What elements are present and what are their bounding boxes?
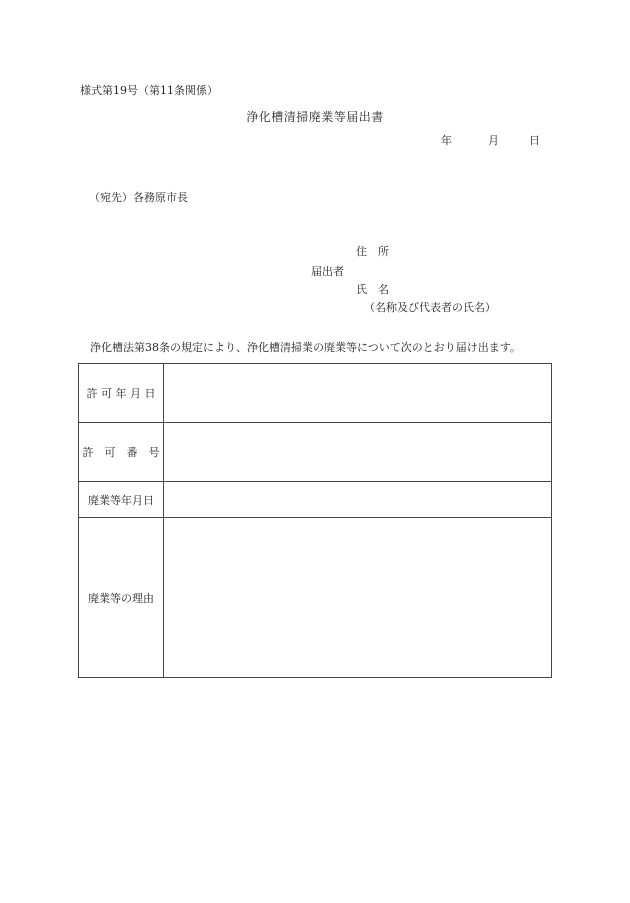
form-number: 様式第19号（第11条関係） (80, 84, 218, 97)
closure-date-field[interactable] (164, 482, 552, 518)
table-row (79, 423, 552, 482)
date-month-label: 月 (488, 134, 499, 147)
permit-number-label: 許 可 番 号 (79, 423, 164, 482)
table-row (79, 482, 552, 518)
document-title: 浄化槽清掃廃業等届出書 (246, 110, 384, 124)
date-year-label: 年 (441, 134, 452, 147)
table-row (79, 518, 552, 678)
closure-date-label: 廃業等年月日 (79, 482, 164, 518)
date-line (441, 132, 540, 148)
form-table (78, 363, 552, 678)
applicant-label: 届出者 (311, 265, 344, 278)
address-label: 住 所 (356, 245, 389, 258)
name-note: （名称及び代表者の氏名） (364, 301, 496, 314)
name-label: 氏 名 (356, 283, 389, 296)
permit-number-field[interactable] (164, 423, 552, 482)
permit-date-field[interactable] (164, 364, 552, 423)
permit-date-label: 許 可 年 月 日 (79, 364, 164, 423)
addressee: （宛先）各務原市長 (89, 191, 188, 204)
closure-reason-field[interactable] (164, 518, 552, 678)
date-day-label: 日 (529, 134, 540, 147)
statement-text: 浄化槽法第38条の規定により、浄化槽清掃業の廃業等について次のとおり届け出ます。 (90, 341, 521, 354)
closure-reason-label: 廃業等の理由 (79, 518, 164, 678)
table-row (79, 364, 552, 423)
